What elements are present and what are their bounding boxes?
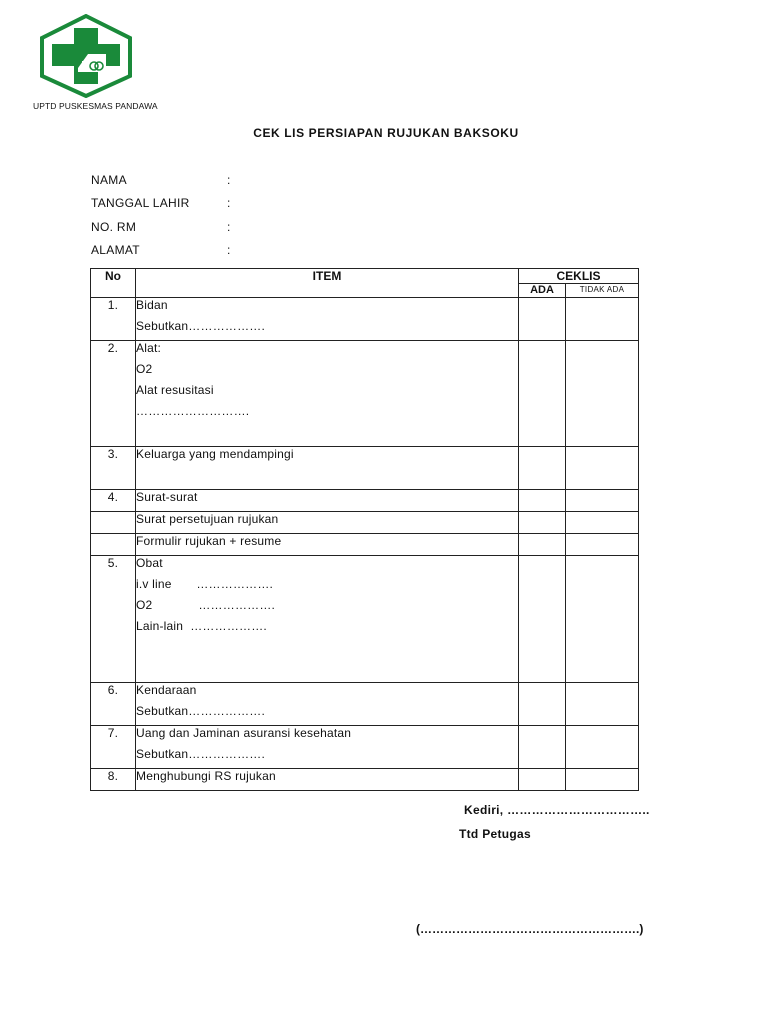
check-cell-ada[interactable] xyxy=(519,490,566,512)
header-ada: ADA xyxy=(519,284,566,298)
signature-line: (……………………………………………….) xyxy=(416,922,644,936)
row-number xyxy=(91,341,136,447)
row-item-line: Uang dan Jaminan asuransi kesehatan xyxy=(136,726,352,740)
check-cell-tidak-ada[interactable] xyxy=(566,769,639,791)
row-item-line xyxy=(136,661,518,682)
table-row xyxy=(91,512,639,534)
row-item-line: Lain-lain ………………. xyxy=(136,619,267,633)
row-number-text: 7. xyxy=(107,726,119,740)
row-number-text: 5. xyxy=(107,556,119,570)
row-item-line: O2 ………………. xyxy=(136,598,276,612)
check-cell-tidak-ada[interactable] xyxy=(566,490,639,512)
field-label-tanggal-lahir: TANGGAL LAHIR xyxy=(91,196,190,210)
row-item-line: Sebutkan………………. xyxy=(136,319,266,333)
table-row xyxy=(91,298,639,341)
field-colon: : xyxy=(227,243,231,257)
row-number-text xyxy=(91,512,135,533)
row-item xyxy=(136,683,519,726)
row-item xyxy=(136,534,519,556)
row-item xyxy=(136,490,519,512)
row-item-line: Alat resusitasi xyxy=(136,383,214,397)
row-item-line: Surat persetujuan rujukan xyxy=(136,512,279,526)
field-colon: : xyxy=(227,196,231,210)
row-item-line: Sebutkan………………. xyxy=(136,747,266,761)
field-colon: : xyxy=(227,220,231,234)
row-number-text: 8. xyxy=(107,769,119,783)
table-row xyxy=(91,447,639,490)
row-item xyxy=(136,341,519,447)
row-number xyxy=(91,683,136,726)
row-item xyxy=(136,769,519,791)
check-cell-ada[interactable] xyxy=(519,683,566,726)
check-cell-ada[interactable] xyxy=(519,512,566,534)
field-label-no-rm: NO. RM xyxy=(91,220,137,234)
row-item-line xyxy=(136,425,518,446)
row-item xyxy=(136,298,519,341)
row-item-line: Alat: xyxy=(136,341,162,355)
row-number xyxy=(91,726,136,769)
table-row xyxy=(91,726,639,769)
check-cell-ada[interactable] xyxy=(519,341,566,447)
signature-label: Ttd Petugas xyxy=(459,827,531,841)
check-cell-tidak-ada[interactable] xyxy=(566,512,639,534)
check-cell-ada[interactable] xyxy=(519,534,566,556)
row-item xyxy=(136,556,519,683)
check-cell-tidak-ada[interactable] xyxy=(566,726,639,769)
row-item-line: Surat-surat xyxy=(136,490,198,504)
header-tidak-ada: TIDAK ADA xyxy=(566,284,639,298)
organization-name: UPTD PUSKESMAS PANDAWA xyxy=(33,101,158,111)
row-number xyxy=(91,769,136,791)
field-label-nama: NAMA xyxy=(91,173,127,187)
row-item-line: ………………………. xyxy=(136,404,250,418)
row-item-line: Kendaraan xyxy=(136,683,197,697)
row-number-text: 6. xyxy=(107,683,119,697)
row-number-text: 1. xyxy=(107,298,119,312)
header-item: ITEM xyxy=(136,269,519,298)
row-item-line: Sebutkan………………. xyxy=(136,704,266,718)
row-number-text: 3. xyxy=(107,447,119,461)
page-title: CEK LIS PERSIAPAN RUJUKAN BAKSOKU xyxy=(253,126,519,140)
row-item-line: Keluarga yang mendampingi xyxy=(136,447,294,461)
row-item-line xyxy=(136,468,518,489)
row-item-line: Bidan xyxy=(136,298,168,312)
row-item-line: Menghubungi RS rujukan xyxy=(136,769,276,783)
row-item-line: Obat xyxy=(136,556,163,570)
check-cell-ada[interactable] xyxy=(519,447,566,490)
row-item-line: Formulir rujukan + resume xyxy=(136,534,282,548)
check-cell-ada[interactable] xyxy=(519,726,566,769)
table-row xyxy=(91,534,639,556)
table-row xyxy=(91,556,639,683)
row-item xyxy=(136,512,519,534)
check-cell-ada[interactable] xyxy=(519,298,566,341)
check-cell-tidak-ada[interactable] xyxy=(566,447,639,490)
row-number xyxy=(91,490,136,512)
row-number xyxy=(91,298,136,341)
row-item-line: i.v line ………………. xyxy=(136,577,274,591)
header-no: No xyxy=(91,269,136,298)
field-label-alamat: ALAMAT xyxy=(91,243,140,257)
check-cell-ada[interactable] xyxy=(519,769,566,791)
header-ceklis: CEKLIS xyxy=(519,269,639,284)
check-cell-tidak-ada[interactable] xyxy=(566,298,639,341)
checklist-rows xyxy=(91,298,639,791)
field-colon: : xyxy=(227,173,231,187)
row-number xyxy=(91,534,136,556)
row-number-text: 2. xyxy=(107,341,119,355)
place-date: Kediri, …………………………….. xyxy=(464,803,650,817)
row-number xyxy=(91,512,136,534)
table-row xyxy=(91,341,639,447)
check-cell-tidak-ada[interactable] xyxy=(566,341,639,447)
row-item xyxy=(136,447,519,490)
row-number-text: 4. xyxy=(107,490,119,504)
row-number xyxy=(91,556,136,683)
check-cell-tidak-ada[interactable] xyxy=(566,534,639,556)
check-cell-tidak-ada[interactable] xyxy=(566,556,639,683)
row-number xyxy=(91,447,136,490)
puskesmas-logo-icon xyxy=(38,14,134,98)
row-item-line xyxy=(136,640,518,661)
row-item-line: O2 xyxy=(136,362,153,376)
checklist-table xyxy=(90,268,639,791)
row-number-text xyxy=(91,534,135,555)
table-row xyxy=(91,769,639,791)
check-cell-tidak-ada[interactable] xyxy=(566,683,639,726)
check-cell-ada[interactable] xyxy=(519,556,566,683)
table-row xyxy=(91,683,639,726)
table-row xyxy=(91,490,639,512)
row-item xyxy=(136,726,519,769)
